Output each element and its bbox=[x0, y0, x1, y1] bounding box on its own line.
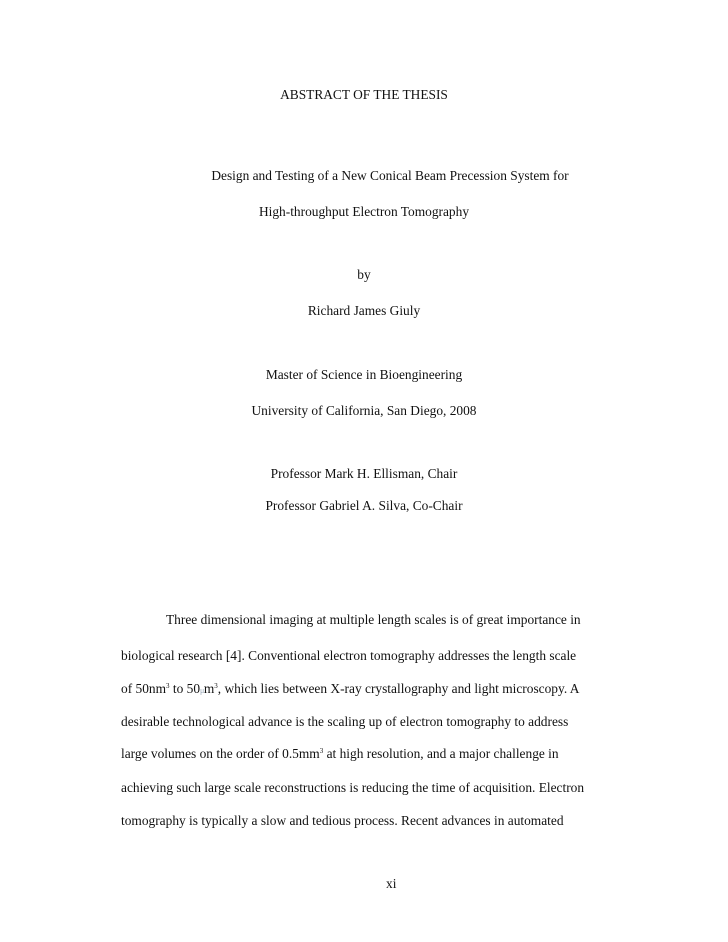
abstract-heading: ABSTRACT OF THE THESIS bbox=[280, 87, 448, 102]
abstract-line-4: desirable technological advance is the scaling up of electron tomography to address bbox=[121, 714, 569, 729]
committee-chair: Professor Mark H. Ellisman, Chair bbox=[270, 466, 458, 481]
abstract-line-6: achieving such large scale reconstructions is reducing the time of acquisition. Electron bbox=[121, 780, 585, 795]
institution: University of California, San Diego, 2008 bbox=[251, 403, 477, 418]
abstract-line-7: tomography is typically a slow and tedious process. Recent advances in automated bbox=[121, 813, 564, 828]
abstract-line-5: large volumes on the order of $0.5mm^3$ at high resolution, and a major challenge in bbox=[121, 746, 559, 761]
abstract-line-3: of $50nm^3$ to $50\mu m^3$, which lies between X-ray crystallography and light microscopy. A bbox=[121, 681, 580, 696]
committee-co-chair: Professor Gabriel A. Silva, Co-Chair bbox=[265, 498, 463, 513]
author-name: Richard James Giuly bbox=[307, 303, 421, 318]
degree: Master of Science in Bioengineering bbox=[265, 367, 463, 382]
thesis-title-line-1: Design and Testing of a New Conical Beam Precession System for bbox=[211, 168, 569, 183]
by-label: by bbox=[357, 267, 371, 282]
abstract-line-1: Three dimensional imaging at multiple length scales is of great importance in bbox=[166, 612, 581, 627]
thesis-title-line-2: High-throughput Electron Tomography bbox=[258, 204, 470, 219]
micro-symbol: μ bbox=[200, 686, 204, 695]
page-number: xi bbox=[386, 876, 397, 891]
abstract-line-2: biological research [4]. Conventional electron tomography addresses the length scale bbox=[121, 648, 577, 663]
